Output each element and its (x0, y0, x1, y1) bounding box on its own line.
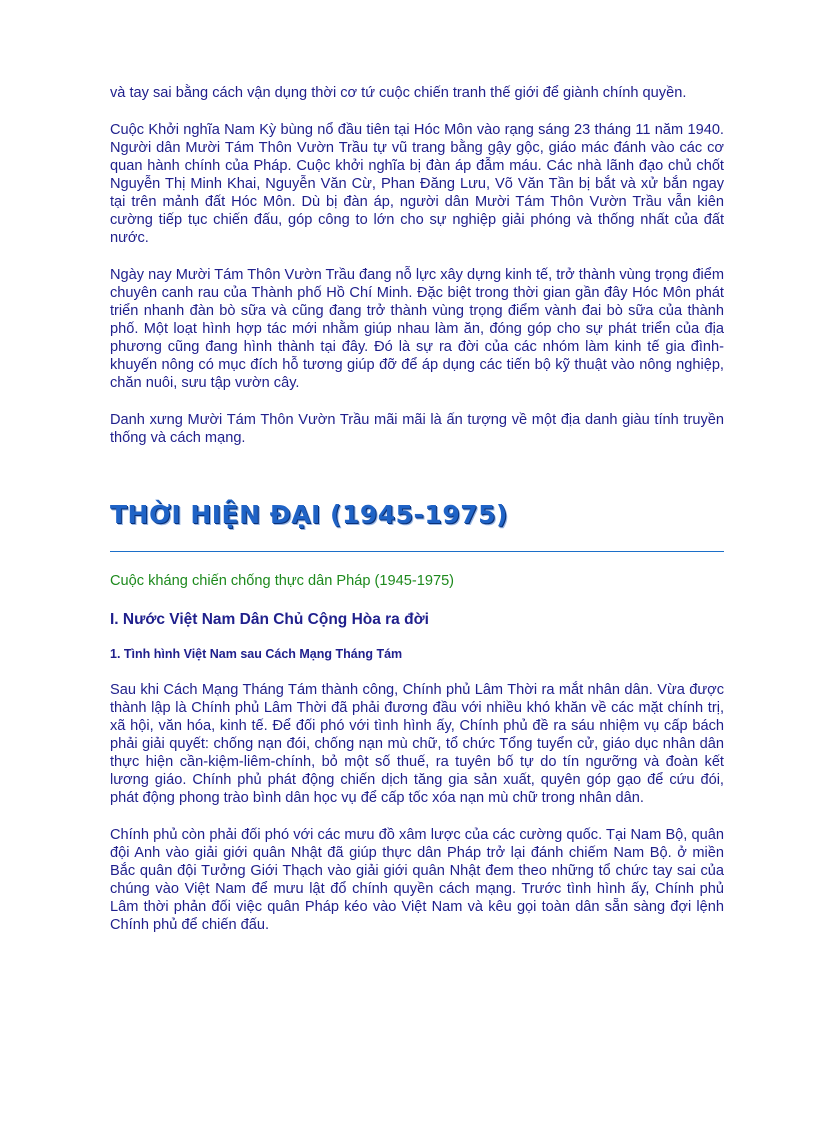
paragraph-after-revolution: Sau khi Cách Mạng Tháng Tám thành công, Chính phủ Lâm Thời ra mắt nhân dân. Vừa được thành lập là Chính phủ Lâm Thời đã phải đương đầu với nhiều khó khăn về các mặt chính trị, xã hội, văn hóa, kinh tế. Để đối phó với tình hình ấy, Chính phủ đề ra sáu nhiệm vụ cấp bách phải giải quyết: chống nạn đói, chống nạn mù chữ, tổ chức Tổng tuyển cử, giáo dục nhân dân thực hiện cần-kiệm-liêm-chính, bỏ một số thuế, ra tuyên bố tự do tín ngưỡng và đoàn kết lương giáo. Chính phủ phát động chiến dịch tăng gia sản xuất, quyên góp gạo để cứu đói, phát động phong trào bình dân học vụ để cấp tốc xóa nạn mù chữ trong nhân dân. (110, 682, 724, 806)
paragraph-legacy: Danh xưng Mười Tám Thôn Vườn Trầu mãi mãi là ấn tượng về một địa danh giàu tính truyền thống và cách mạng. (110, 412, 724, 446)
section-subtitle: Cuộc kháng chiến chống thực dân Pháp (1945-1975) (110, 573, 455, 589)
heading-level-1: I. Nước Việt Nam Dân Chủ Cộng Hòa ra đời (110, 611, 429, 628)
section-banner (110, 497, 724, 533)
heading-level-2: 1. Tình hình Việt Nam sau Cách Mạng Tháng Tám (110, 647, 403, 661)
horizontal-rule (110, 551, 724, 552)
banner-title: THỜI HIỆN ĐẠI (1945-1975) (110, 500, 508, 529)
paragraph-nam-ky-uprising: Cuộc Khởi nghĩa Nam Kỳ bùng nổ đầu tiên tại Hóc Môn vào rạng sáng 23 tháng 11 năm 1940. Người dân Mười Tám Thôn Vườn Trầu tự vũ trang bằng gậy gộc, giáo mác đánh vào các cơ quan hành chính của Pháp. Cuộc khởi nghĩa bị đàn áp đẫm máu. Các nhà lãnh đạo chủ chốt Nguyễn Thị Minh Khai, Nguyễn Văn Cừ, Phan Đăng Lưu, Võ Văn Tần bị bắt và xử bắn ngay tại trên mảnh đất Hóc Môn. Dù bị đàn áp, người dân Mười Tám Thôn Vườn Trầu vẫn kiên cường tiếp tục chiến đấu, góp công to lớn cho sự nghiệp giải phóng và thống nhất của đất nước. (110, 122, 724, 246)
paragraph-intro-end: và tay sai bằng cách vận dụng thời cơ tứ cuộc chiến tranh thế giới để giành chính quyền. (110, 85, 687, 101)
paragraph-today: Ngày nay Mười Tám Thôn Vườn Trầu đang nỗ lực xây dựng kinh tế, trở thành vùng trọng điểm chuyên canh rau của Thành phố Hồ Chí Minh. Đặc biệt trong thời gian gần đây Hóc Môn phát triển nhanh đàn bò sữa và cũng đang trở thành vùng trọng điểm vành đai bò sữa của thành phố. Một loạt hình hợp tác mới nhằm giúp nhau làm ăn, đóng góp cho sự phát triển của địa phương cũng đang hình thành tại đây. Đó là sự ra đời của các nhóm làm kinh tế gia đình-khuyến nông có mục đích hỗ tương giúp đỡ để áp dụng các tiến bộ kỹ thuật vào nông nghiệp, chăn nuôi, sưu tập vườn cây. (110, 267, 725, 391)
document-page (110, 84, 724, 953)
paragraph-foreign-threats: Chính phủ còn phải đối phó với các mưu đồ xâm lược của các cường quốc. Tại Nam Bộ, quân đội Anh vào giải giới quân Nhật đã giúp thực dân Pháp trở lại đánh chiếm Nam Bộ. ở miền Bắc quân đội Tưởng Giới Thạch vào giải giới quân Nhật đem theo những tổ chức tay sai của chúng vào Việt Nam để mưu lật đổ chính quyền cách mạng. Trước tình hình ấy, Chính phủ Lâm thời phản đối việc quân Pháp kéo vào Việt Nam và kêu gọi toàn dân sẵn sàng đợi lệnh Chính phủ để chiến đấu. (110, 827, 724, 933)
